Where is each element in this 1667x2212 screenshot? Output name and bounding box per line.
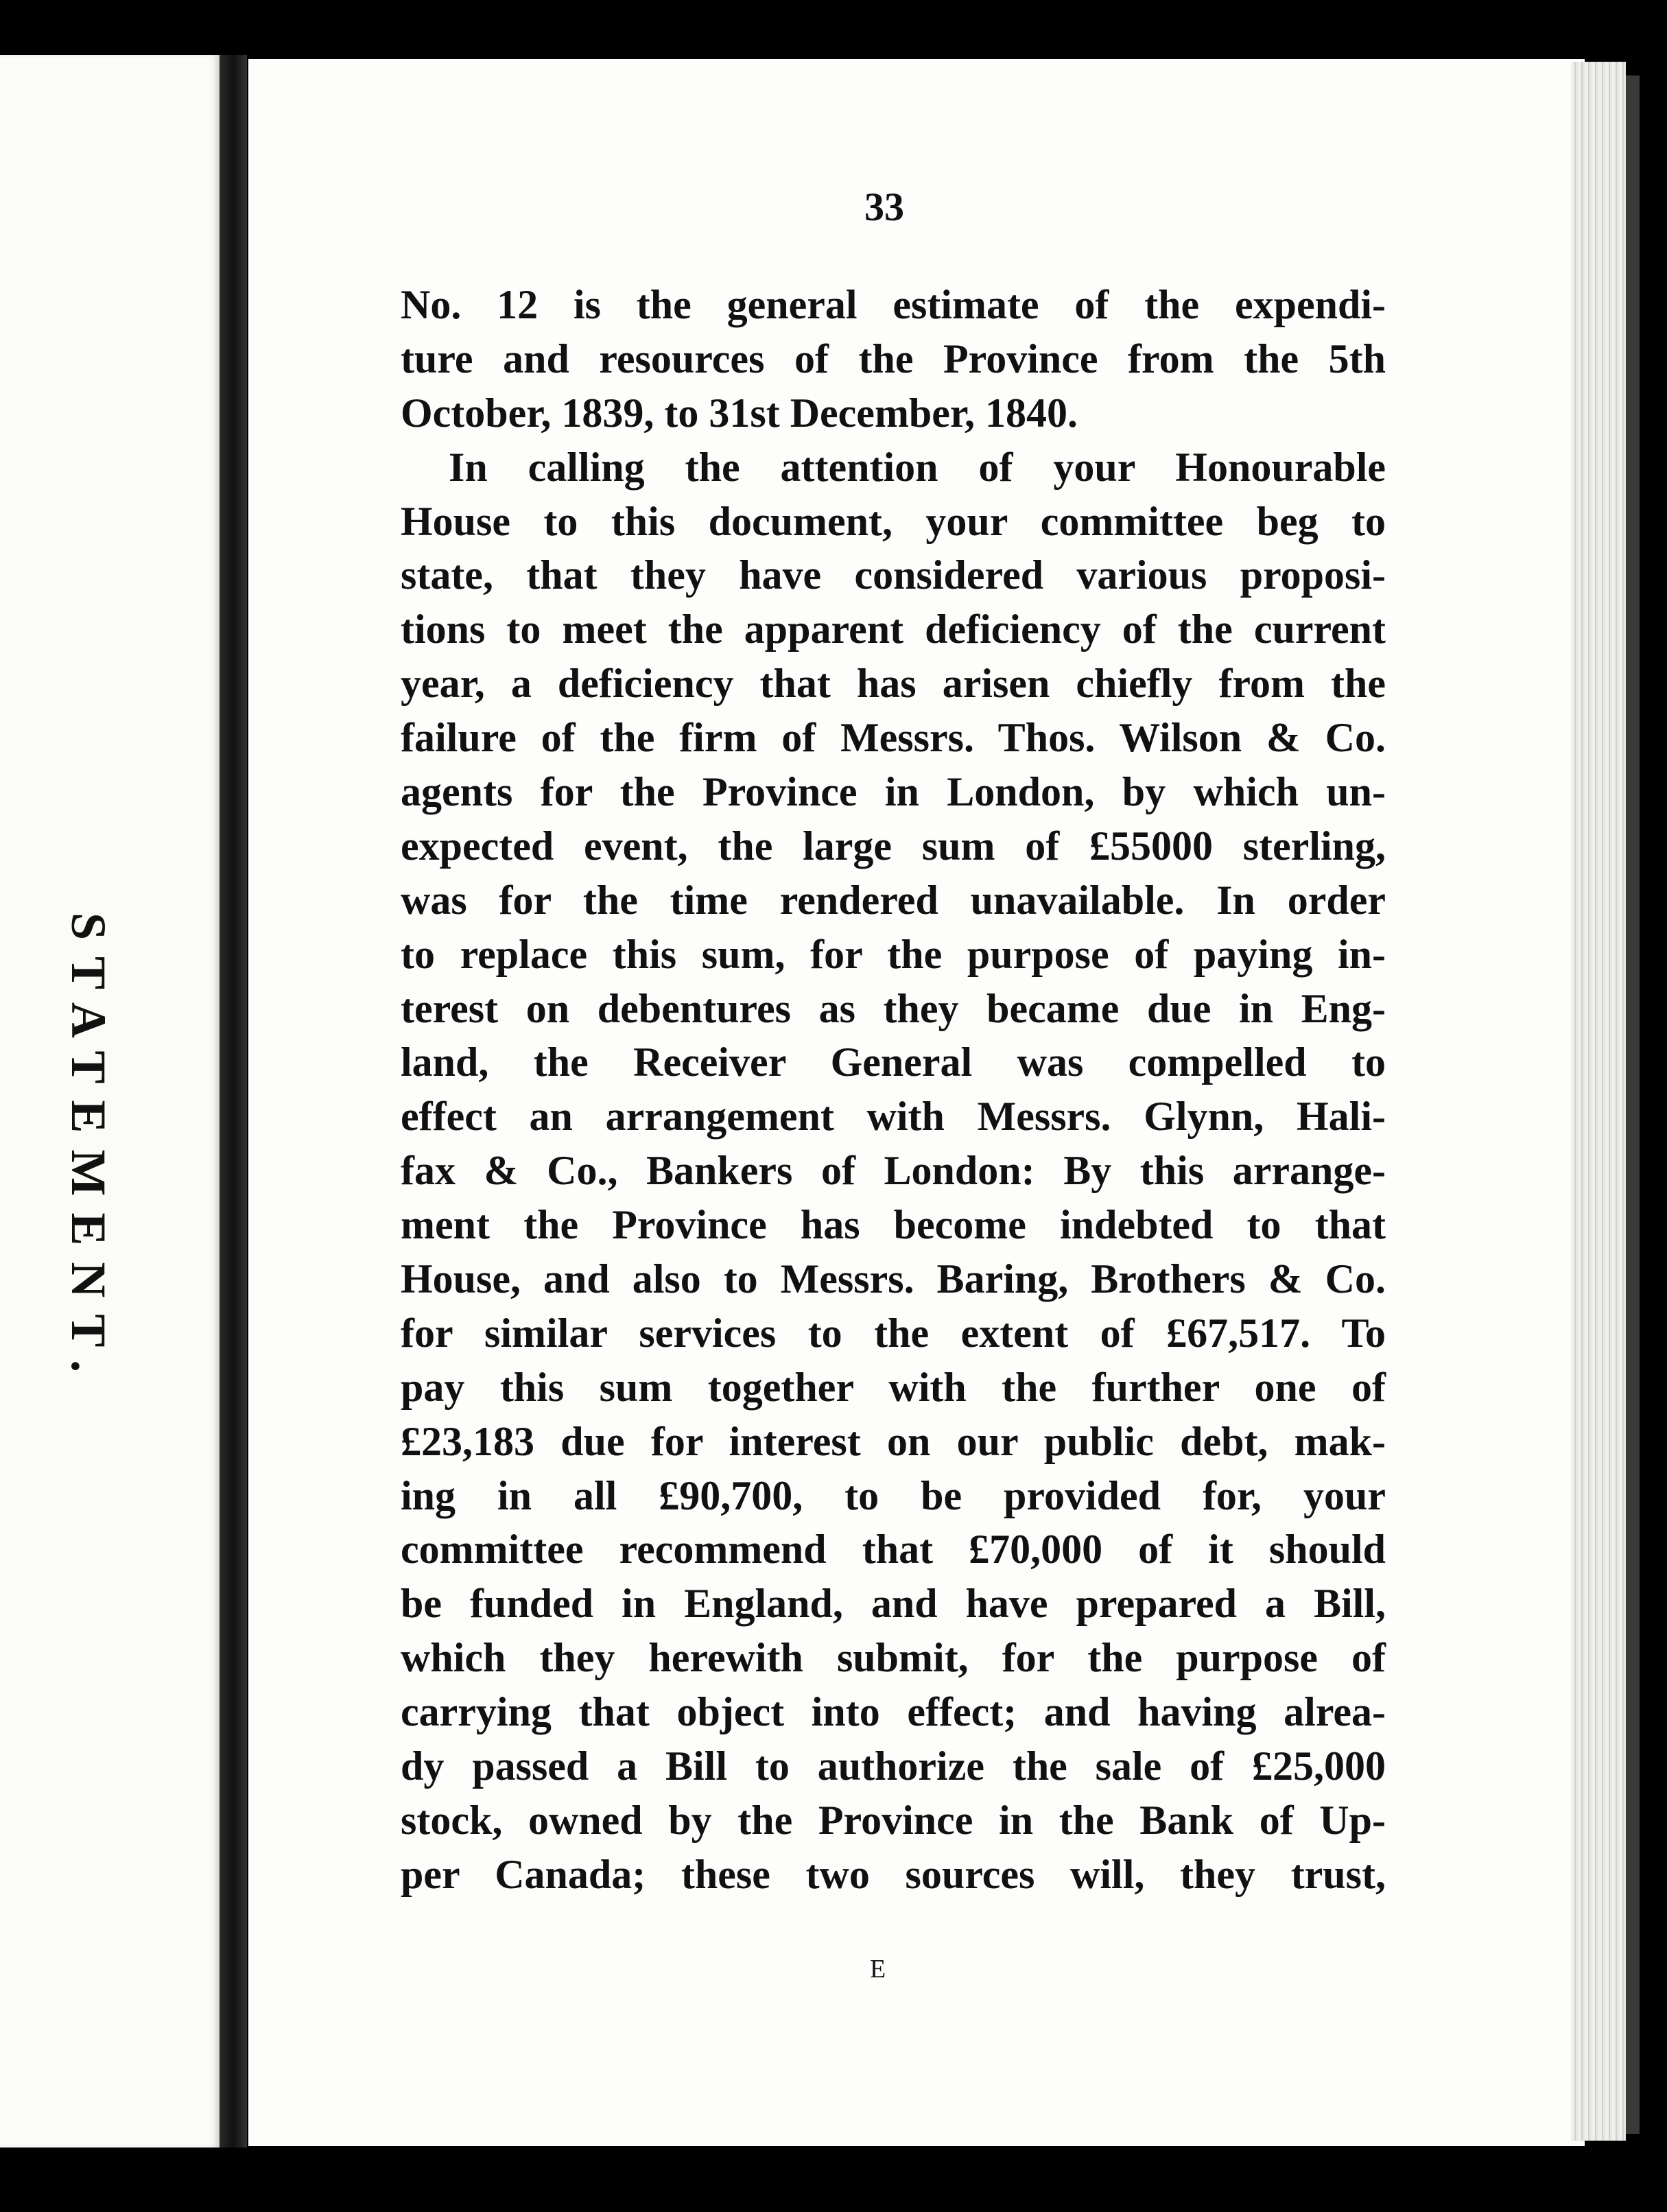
text-line: In calling the attention of your Honourable: [449, 444, 1386, 490]
book-cover-edge: [1626, 75, 1640, 2134]
text-line: No. 12 is the general estimate of the expendi-: [401, 282, 1386, 327]
text-line: carrying that object into effect; and having alrea-: [401, 1689, 1386, 1735]
book-gutter: [220, 55, 247, 2154]
text-line: expected event, the large sum of £55000 sterling,: [401, 823, 1386, 869]
scan-border-top: [0, 0, 1667, 55]
scan-border-bottom: [0, 2148, 1667, 2212]
signature-mark: E: [870, 1955, 886, 1984]
text-line: agents for the Province in London, by which un-: [401, 769, 1386, 815]
text-line: state, that they have considered various proposi-: [401, 552, 1386, 598]
text-line: year, a deficiency that has arisen chiefly from the: [401, 661, 1386, 707]
text-line: ment the Province has become indebted to that: [401, 1202, 1386, 1248]
text-line: committee recommend that £70,000 of it should: [401, 1527, 1386, 1573]
text-line: for similar services to the extent of £67,517. To: [401, 1310, 1386, 1356]
text-line: pay this sum together with the further one of: [401, 1364, 1386, 1410]
running-head: STATEMENT.: [61, 913, 116, 1389]
page-number: 33: [864, 185, 904, 229]
text-line: be funded in England, and have prepared a Bill,: [401, 1581, 1386, 1627]
text-line: ing in all £90,700, to be provided for, your: [401, 1472, 1386, 1518]
text-line: House, and also to Messrs. Baring, Brothers & Co.: [401, 1256, 1386, 1302]
text-line: was for the time rendered unavailable. In order: [401, 877, 1386, 923]
text-line: per Canada; these two sources will, they trust,: [401, 1851, 1386, 1897]
body-text: [401, 278, 1386, 1902]
text-line: effect an arrangement with Messrs. Glynn, Hali-: [401, 1094, 1386, 1140]
text-line: House to this document, your committee beg to: [401, 498, 1386, 544]
text-line: dy passed a Bill to authorize the sale of £25,000: [401, 1743, 1386, 1789]
text-line: which they herewith submit, for the purpose of: [401, 1635, 1386, 1681]
text-line: land, the Receiver General was compelled to: [401, 1039, 1386, 1085]
text-line: ture and resources of the Province from the 5th: [401, 336, 1386, 381]
text-line: stock, owned by the Province in the Bank of Up-: [401, 1797, 1386, 1843]
text-line: to replace this sum, for the purpose of paying in-: [401, 931, 1386, 977]
text-line: October, 1839, to 31st December, 1840.: [401, 390, 1078, 436]
text-line: tions to meet the apparent deficiency of the current: [401, 607, 1386, 652]
text-line: £23,183 due for interest on our public debt, mak-: [401, 1418, 1386, 1464]
text-line: fax & Co., Bankers of London: By this arrange-: [401, 1148, 1386, 1194]
page-edges: [1571, 62, 1626, 2141]
text-line: terest on debentures as they became due in Eng-: [401, 985, 1386, 1031]
text-line: failure of the firm of Messrs. Thos. Wilson & Co.: [401, 715, 1386, 761]
